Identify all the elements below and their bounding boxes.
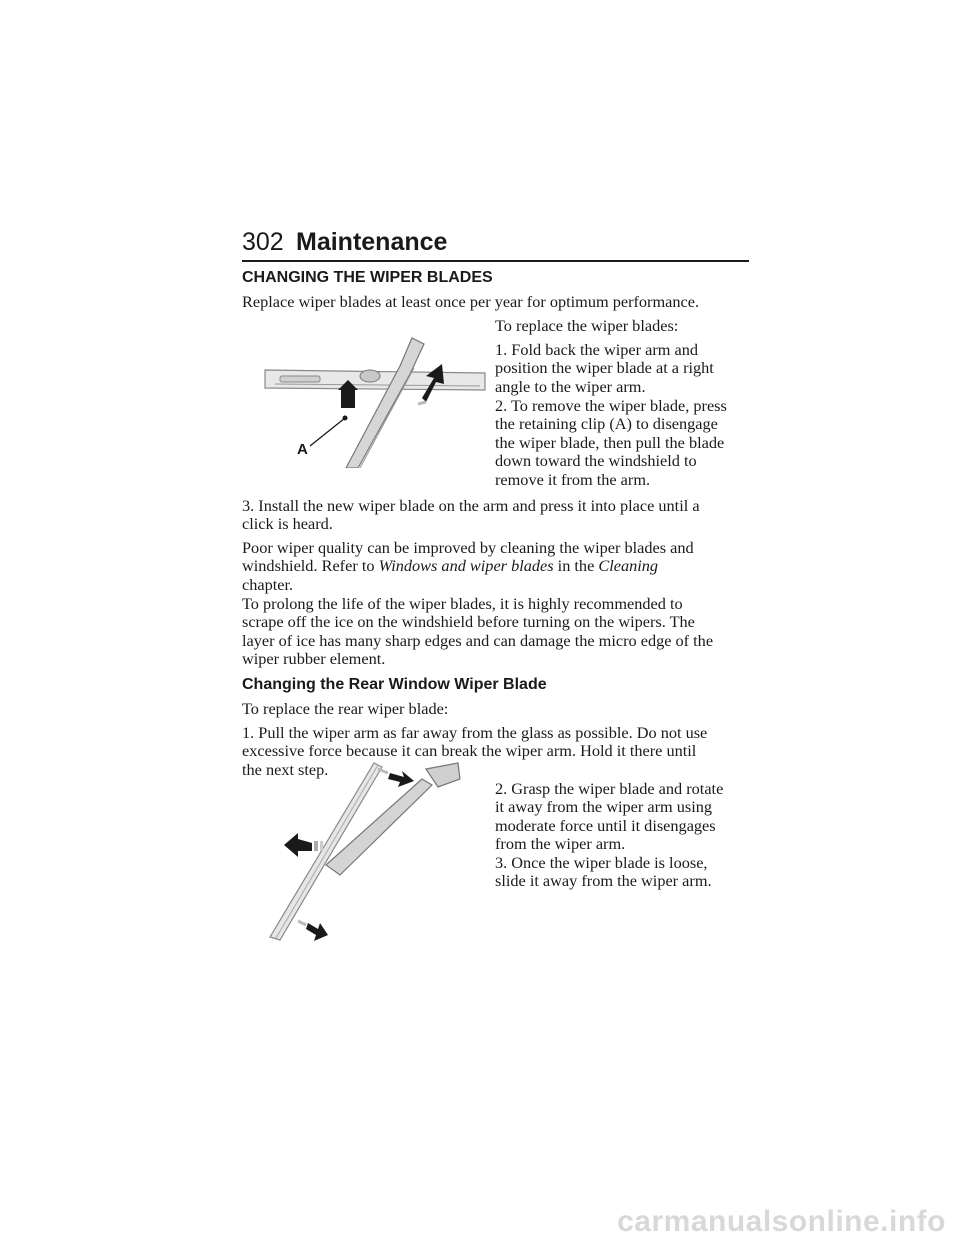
callout-label-a: A xyxy=(297,441,308,458)
rear-wiper-figure xyxy=(262,755,477,945)
intro-paragraph: Replace wiper blades at least once per year for optimum performance. xyxy=(242,292,700,311)
front-step-1: 1. Fold back the wiper arm and position the wiper blade at a right angle to the wiper arm. xyxy=(495,340,714,396)
rear-step-2: 2. Grasp the wiper blade and rotate it away from the wiper arm using moderate force until it disengages from the wiper arm. xyxy=(495,779,724,854)
front-step-2: 2. To remove the wiper blade, press the retaining clip (A) to disengage the wiper blade, then pull the blade down toward the windshield to remove it from the arm. xyxy=(495,396,727,489)
front-wiper-figure xyxy=(250,328,490,468)
section-title: Maintenance xyxy=(296,228,448,256)
rear-step-1: 1. Pull the wiper arm as far away from the glass as possible. Do not use excessive force because it can break the wiper arm. Hold it there until the next step. xyxy=(242,723,708,779)
poor-quality-paragraph: Poor wiper quality can be improved by cleaning the wiper blades and windshield. Refer to Windows and wiper blades in the Cleaning chapter. xyxy=(242,538,694,594)
watermark: carmanualsonline.info xyxy=(617,1205,946,1238)
heading-changing-wiper-blades: CHANGING THE WIPER BLADES xyxy=(242,269,493,286)
heading-rear-window-wiper: Changing the Rear Window Wiper Blade xyxy=(242,676,547,693)
replace-lead: To replace the wiper blades: xyxy=(495,316,679,335)
rear-lead: To replace the rear wiper blade: xyxy=(242,699,449,718)
windows-wiper-blades-reference: Windows and wiper blades xyxy=(378,556,554,576)
rear-step-3: 3. Once the wiper blade is loose, slide it away from the wiper arm. xyxy=(495,853,712,891)
prolong-paragraph: To prolong the life of the wiper blades, it is highly recommended to scrape off the ice on the windshield before turning on the wipers. The layer of ice has many sharp edges and can damage the micro edge of the wiper rubber element. xyxy=(242,594,714,669)
header-rule xyxy=(242,260,749,262)
page-number: 302 xyxy=(242,228,284,256)
cleaning-chapter-reference: Cleaning xyxy=(598,556,659,576)
front-step-3: 3. Install the new wiper blade on the arm and press it into place until a click is heard. xyxy=(242,496,700,534)
